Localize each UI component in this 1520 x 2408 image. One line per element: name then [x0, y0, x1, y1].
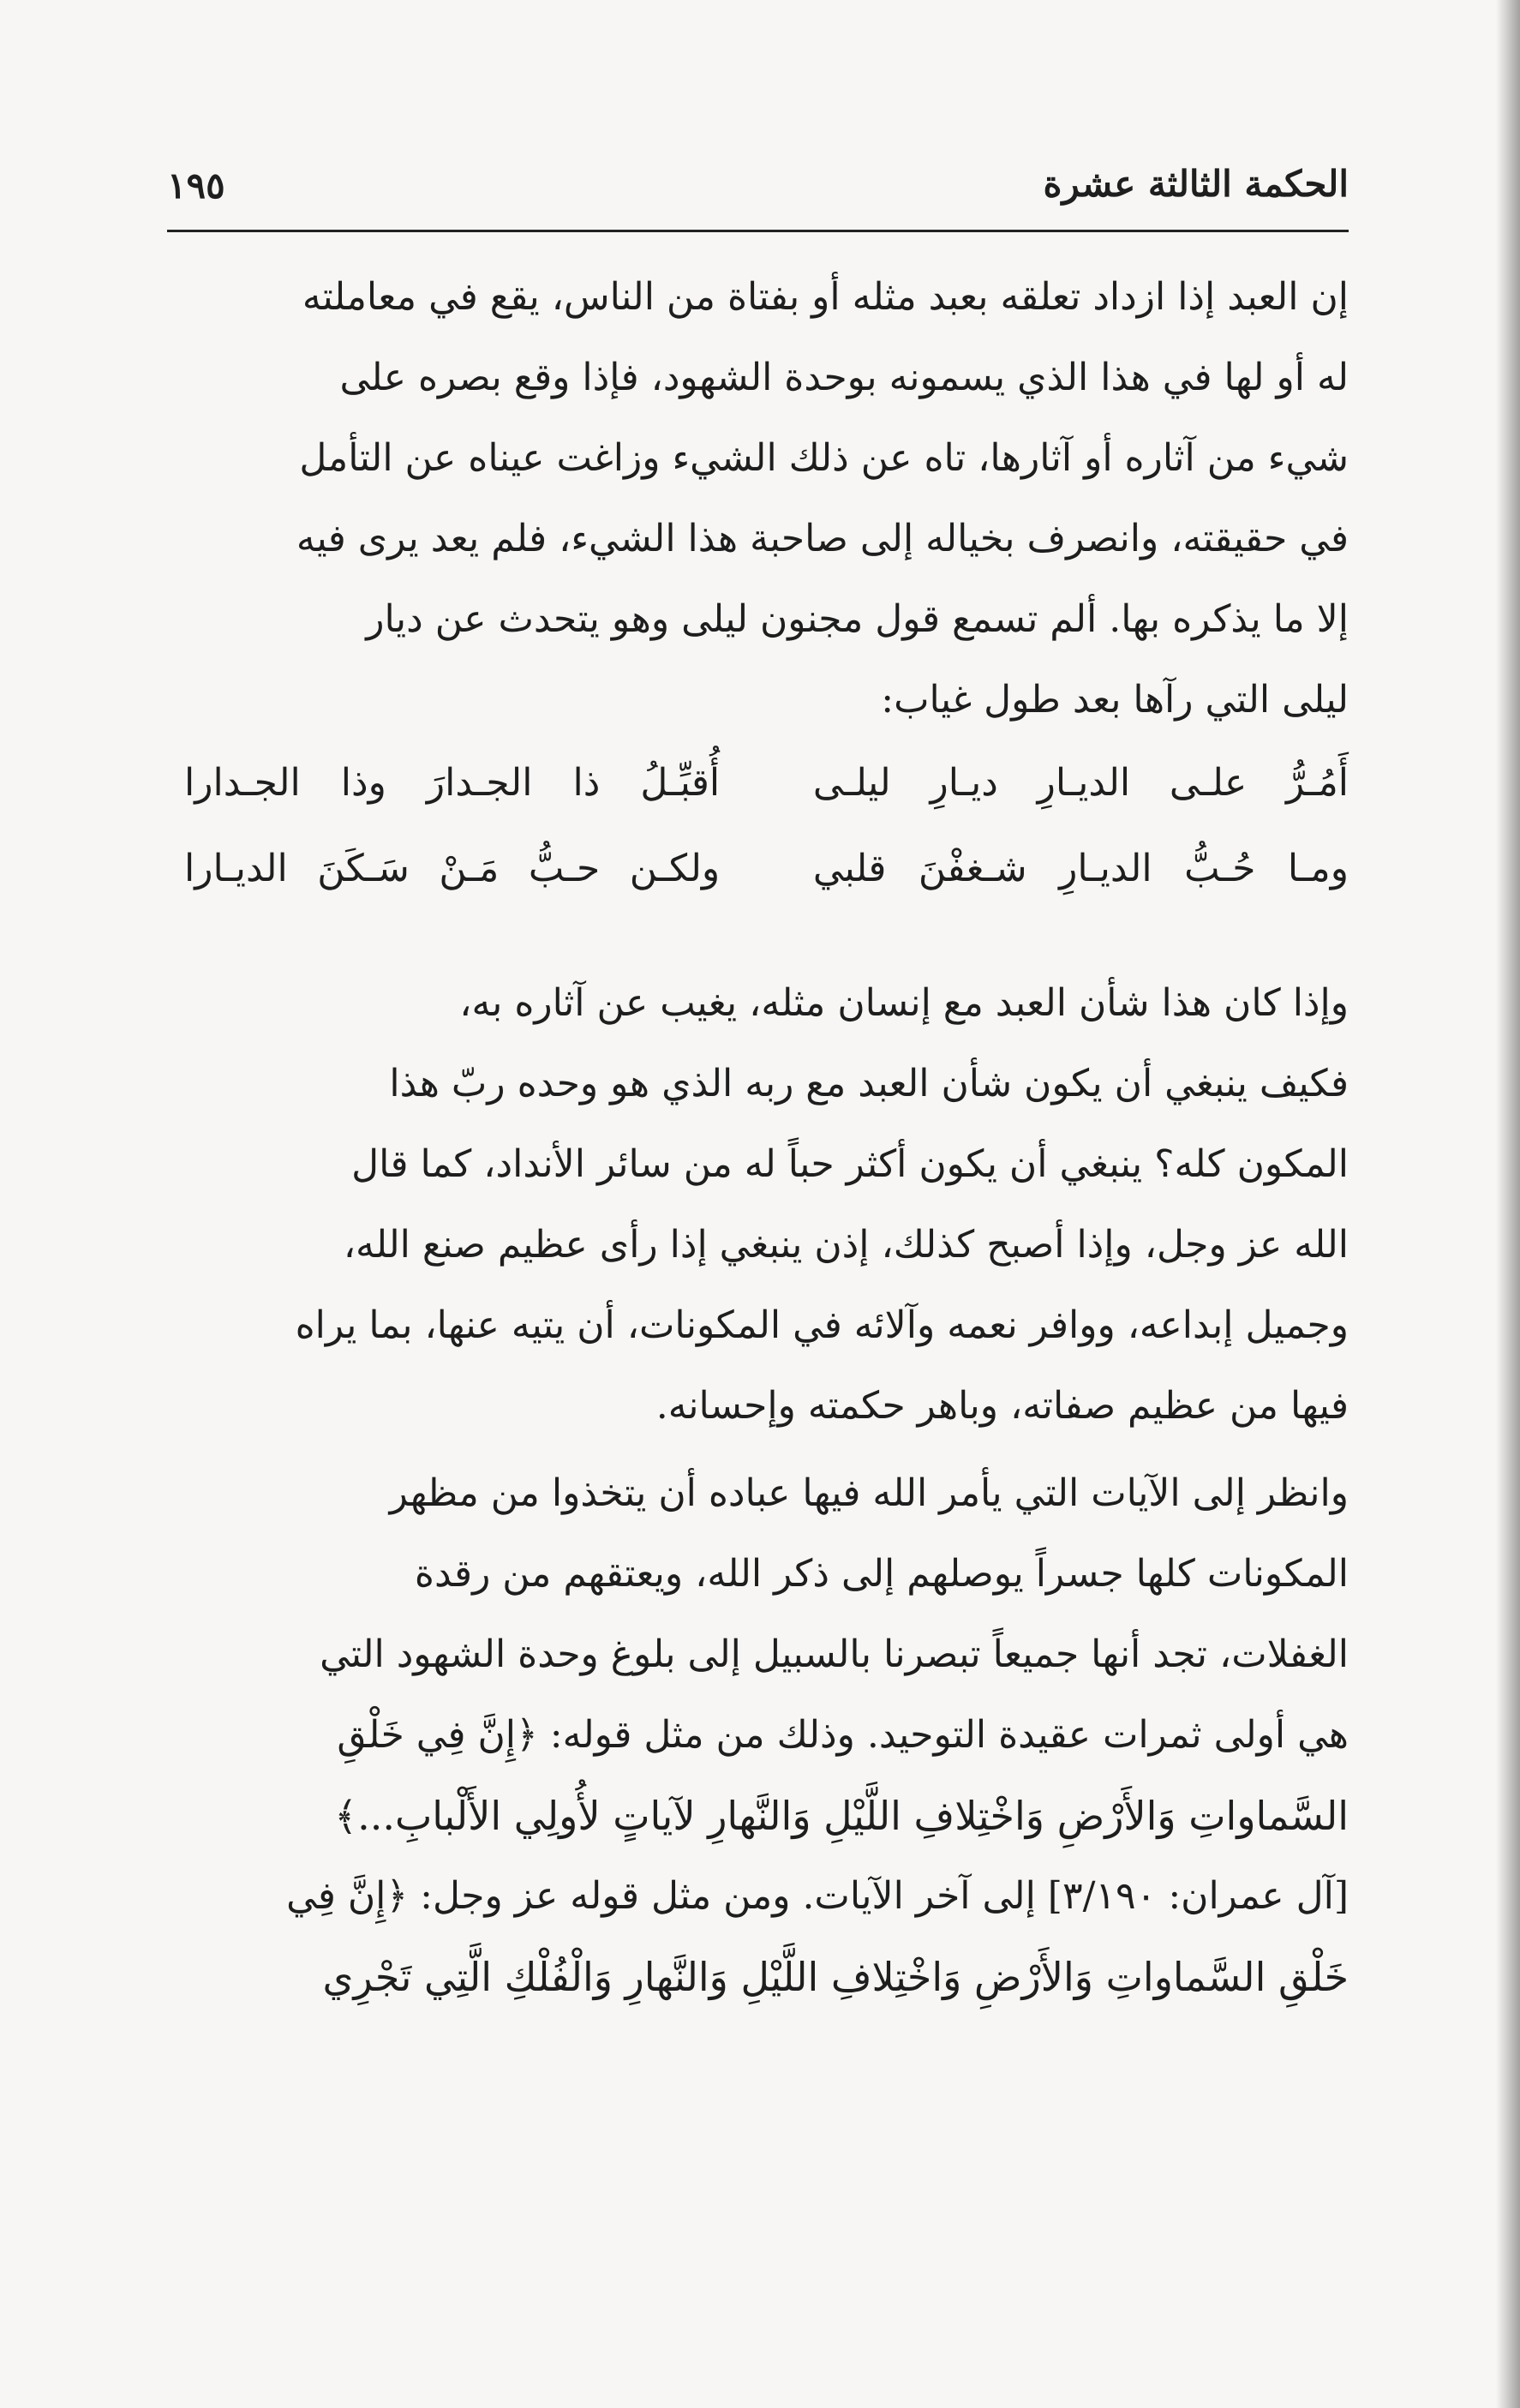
paragraph-1: [184, 257, 1349, 740]
poem: [184, 740, 1349, 912]
page-header: [167, 163, 1349, 231]
text-line: وانظر إلى الآيات التي يأمر الله فيها عباده أن يتخذوا من مظهر: [389, 1471, 1349, 1515]
verse-first-hemistich: أَمُـرُّ علـى الديـارِ ديـارِ ليلـى: [812, 761, 1349, 805]
text-line: هي أولى ثمرات عقيدة التوحيد. وذلك من مثل قوله: ﴿إِنَّ فِي خَلْقِ: [337, 1713, 1349, 1757]
text-line: فيها من عظيم صفاته، وباهر حكمته وإحسانه.: [655, 1384, 1349, 1428]
text-line: وإذا كان هذا شأن العبد مع إنسان مثله، يغيب عن آثاره به،: [459, 981, 1349, 1025]
text-line: إن العبد إذا ازداد تعلقه بعبد مثله أو بفتاة من الناس، يقع في معاملته: [302, 275, 1349, 319]
text-line: ليلى التي رآها بعد طول غياب:: [881, 678, 1349, 722]
page-number: ١٩٥: [167, 165, 225, 207]
text-line: المكون كله؟ ينبغي أن يكون أكثر حباً له من سائر الأنداد، كما قال: [351, 1142, 1349, 1186]
text-line: فكيف ينبغي أن يكون شأن العبد مع ربه الذي هو وحده ربّ هذا: [389, 1062, 1349, 1105]
verse-second-hemistich: أُقبِّـلُ ذا الجـدارَ وذا الجـدارا: [184, 761, 721, 805]
poem-verse: [184, 826, 1349, 912]
running-title: الحكمة الثالثة عشرة: [1043, 163, 1349, 205]
verse-second-hemistich: ولكـن حـبُّ مَـنْ سَـكَنَ الديـارا: [184, 847, 721, 890]
text-line: المكونات كلها جسراً يوصلهم إلى ذكر الله، ويعتقهم من رقدة: [414, 1552, 1349, 1596]
paragraph-3: [184, 1453, 1349, 2017]
poem-verse: [184, 740, 1349, 826]
text-line: وجميل إبداعه، ووافر نعمه وآلائه في المكونات، أن يتيه عنها، بما يراه: [295, 1303, 1349, 1347]
binding-edge-shadow: [1496, 0, 1520, 2408]
text-line: الغفلات، تجد أنها جميعاً تبصرنا بالسبيل إلى بلوغ وحدة الشهود التي: [320, 1632, 1349, 1676]
text-line: [آل عمران: ٣/١٩٠] إلى آخر الآيات. ومن مثل قوله عز وجل: ﴿إِنَّ فِي: [286, 1874, 1349, 1918]
quran-verse-line: خَلْقِ السَّماواتِ وَالأَرْضِ وَاخْتِلافِ اللَّيْلِ وَالنَّهارِ وَالْفُلْكِ الَّتِي تَجْرِي: [322, 1954, 1349, 2000]
text-line: شيء من آثاره أو آثارها، تاه عن ذلك الشيء وزاغت عيناه عن التأمل: [299, 436, 1349, 480]
text-line: في حقيقته، وانصرف بخياله إلى صاحبة هذا الشيء، فلم يعد يرى فيه: [296, 517, 1349, 560]
paragraph-2: [184, 963, 1349, 1447]
header-rule: [167, 230, 1349, 232]
verse-first-hemistich: ومـا حُـبُّ الديـارِ شـغفْنَ قلبي: [812, 847, 1349, 890]
body-text: [184, 257, 1349, 2017]
quran-verse-line: السَّماواتِ وَالأَرْضِ وَاخْتِلافِ اللَّيْلِ وَالنَّهارِ لآياتٍ لأُولِي الأَلْبابِ...﴾: [334, 1793, 1349, 1839]
text-line: له أو لها في هذا الذي يسمونه بوحدة الشهود، فإذا وقع بصره على: [339, 356, 1349, 399]
text-line: الله عز وجل، وإذا أصبح كذلك، إذن ينبغي إذا رأى عظيم صنع الله،: [343, 1223, 1349, 1267]
text-line: إلا ما يذكره بها. ألم تسمع قول مجنون ليلى وهو يتحدث عن ديار: [366, 597, 1349, 641]
